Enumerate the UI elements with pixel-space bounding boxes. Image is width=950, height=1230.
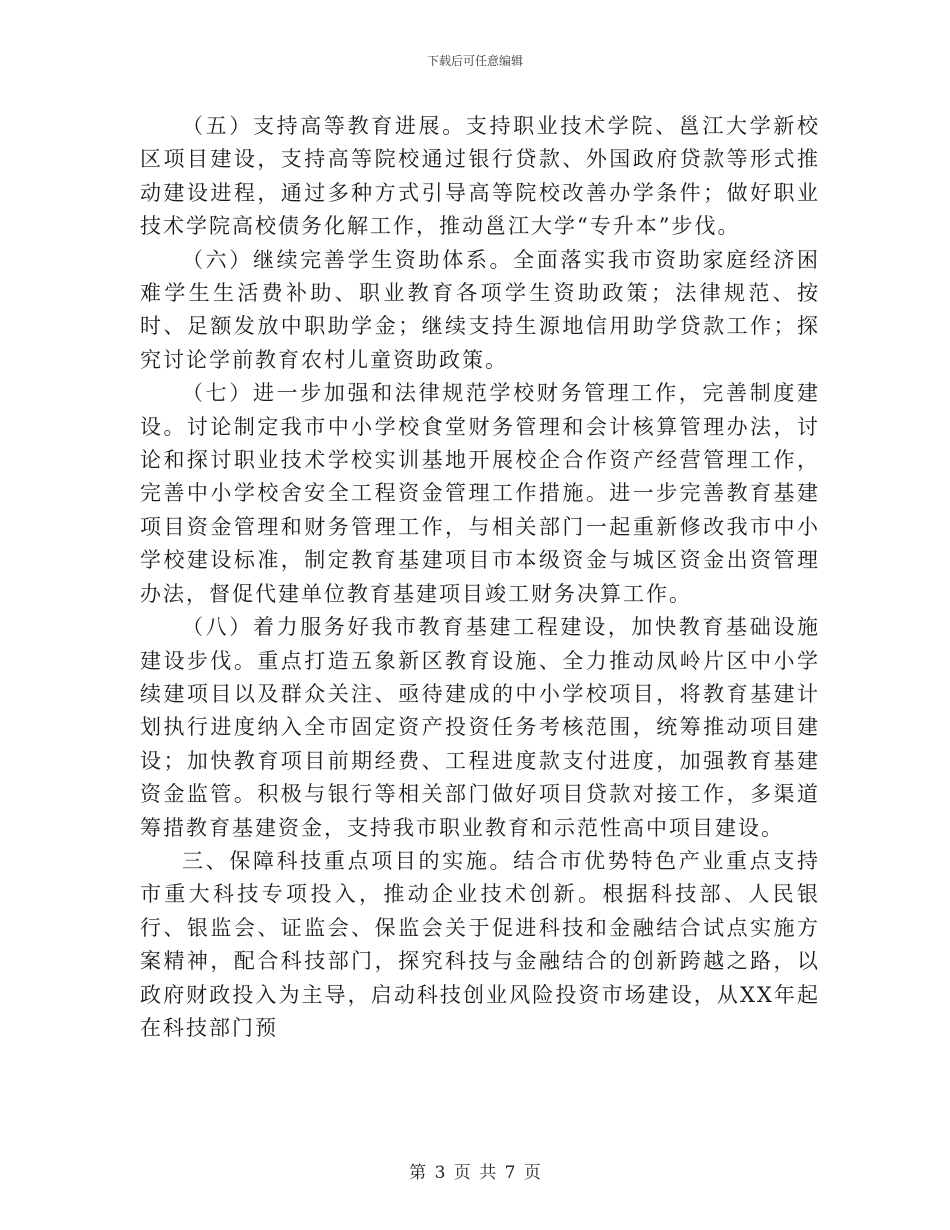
- page-header: 下载后可任意编辑: [426, 54, 523, 68]
- paragraph: （八）着力服务好我市教育基建工程建设，加快教育基础设施建设步伐。重点打造五象新区教育设施、全力推动凤岭片区中小学续建项目以及群众关注、亟待建成的中小学校项目，将教育基建计划执行进度纳入全市固定资产投资任务考核范围，统筹推动项目建设；加快教育项目前期经费、工程进度款支付进度，加强教育基建资金监管。积极与银行等相关部门做好项目贷款对接工作，多渠道筹措教育基建资金，支持我市职业教育和示范性高中项目建设。: [140, 615, 820, 840]
- paragraph: （五）支持高等教育进展。支持职业技术学院、邕江大学新校区项目建设，支持高等院校通过银行贷款、外国政府贷款等形式推动建设进程，通过多种方式引导高等院校改善办学条件；做好职业技术学院高校债务化解工作，推动邕江大学“专升本”步伐。: [140, 114, 820, 239]
- paragraph: （七）进一步加强和法律规范学校财务管理工作，完善制度建设。讨论制定我市中小学校食堂财务管理和会计核算管理办法，讨论和探讨职业技术学校实训基地开展校企合作资产经营管理工作，完善中小学校舍安全工程资金管理工作措施。进一步完善教育基建项目资金管理和财务管理工作，与相关部门一起重新修改我市中小学校建设标准，制定教育基建项目市本级资金与城区资金出资管理办法，督促代建单位教育基建项目竣工财务决算工作。: [140, 381, 820, 606]
- paragraph: （六）继续完善学生资助体系。全面落实我市资助家庭经济困难学生生活费补助、职业教育各项学生资助政策；法律规范、按时、足额发放中职助学金；继续支持生源地信用助学贷款工作；探究讨论学前教育农村儿童资助政策。: [140, 247, 820, 372]
- paragraph: 三、保障科技重点项目的实施。结合市优势特色产业重点支持市重大科技专项投入，推动企业技术创新。根据科技部、人民银行、银监会、证监会、保监会关于促进科技和金融结合试点实施方案精神，配合科技部门，探究科技与金融结合的创新跨越之路，以政府财政投入为主导，启动科技创业风险投资市场建设，从XX年起在科技部门预: [140, 848, 820, 1040]
- page-number-footer: 第 3 页 共 7 页: [409, 1163, 541, 1183]
- document-body: [140, 110, 820, 1045]
